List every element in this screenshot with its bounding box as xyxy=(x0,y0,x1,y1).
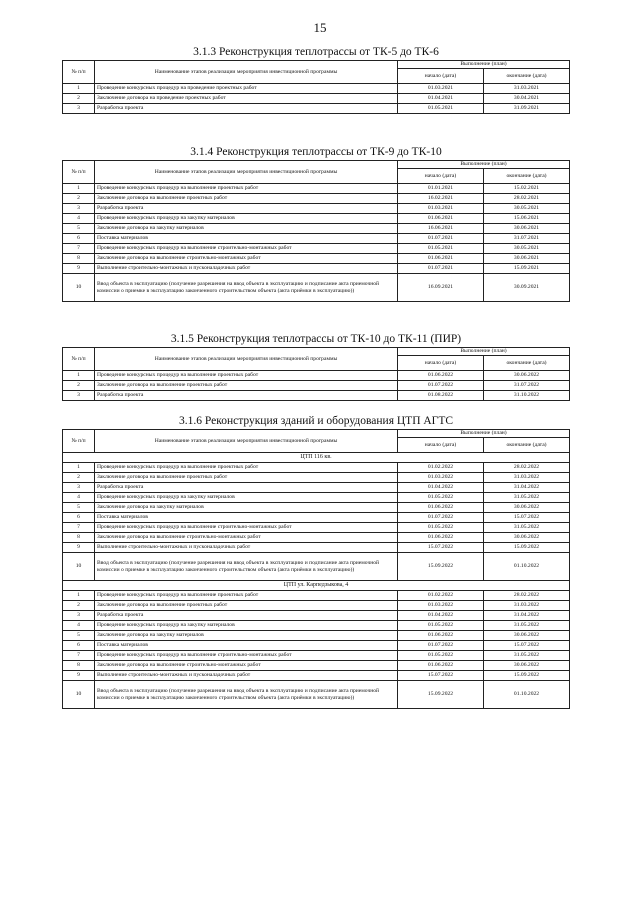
row-number: 6 xyxy=(63,513,95,523)
section-3-1-4 xyxy=(62,146,570,302)
page-number: 15 xyxy=(313,20,327,35)
header-end: окончание (дата) xyxy=(484,69,570,84)
section-title: 3.1.3 Реконструкция теплотрассы от ТК-5 до ТК-6 xyxy=(193,46,439,58)
start-date: 01.06.2022 xyxy=(398,661,484,671)
group-header-row xyxy=(63,453,570,463)
section-title: 3.1.4 Реконструкция теплотрассы от ТК-9 до ТК-10 xyxy=(190,146,442,158)
table-row xyxy=(63,94,570,104)
stage-name: Разработка проекта xyxy=(95,611,398,621)
stage-name: Заключение договора на выполнение проектных работ xyxy=(95,194,398,204)
end-date: 15.09.2022 xyxy=(484,543,570,553)
end-date: 31.07.2021 xyxy=(484,234,570,244)
end-date: 30.06.2022 xyxy=(484,503,570,513)
section-3-1-3 xyxy=(62,46,570,114)
end-date: 15.07.2022 xyxy=(484,513,570,523)
stage-name: Ввод объекта в эксплуатацию (получение разрешения на ввод объекта в эксплуатацию и подписание акта приемочной комиссии о приемке в эксплуатацию законченного строительством объекта (акта приёмки в эксплуатацию)) xyxy=(95,553,398,581)
row-number: 8 xyxy=(63,661,95,671)
row-number: 5 xyxy=(63,631,95,641)
start-date: 01.07.2022 xyxy=(398,381,484,391)
stage-name: Заключение договора на выполнение проектных работ xyxy=(95,473,398,483)
start-date: 01.06.2022 xyxy=(398,533,484,543)
end-date: 30.04.2021 xyxy=(484,94,570,104)
header-execution: Выполнение (план) xyxy=(398,430,570,438)
stage-name: Проведение конкурсных процедур на выполнение строительно-монтажных работ xyxy=(95,651,398,661)
start-date: 16.06.2021 xyxy=(398,224,484,234)
end-date: 01.10.2022 xyxy=(484,553,570,581)
table-row xyxy=(63,523,570,533)
stage-name: Проведение конкурсных процедур на проведение проектных работ xyxy=(95,84,398,94)
end-date: 30.06.2022 xyxy=(484,533,570,543)
stage-name: Выполнение строительно-монтажных и пусконаладочных работ xyxy=(95,264,398,274)
start-date: 01.04.2021 xyxy=(398,94,484,104)
stage-name: Проведение конкурсных процедур на закупку материалов xyxy=(95,493,398,503)
section-3-1-6 xyxy=(62,415,570,709)
header-start: начало (дата) xyxy=(398,438,484,453)
end-date: 31.09.2021 xyxy=(484,104,570,114)
end-date: 30.06.2022 xyxy=(484,661,570,671)
start-date: 01.03.2022 xyxy=(398,473,484,483)
row-number: 6 xyxy=(63,234,95,244)
end-date: 31.05.2022 xyxy=(484,523,570,533)
start-date: 15.09.2022 xyxy=(398,681,484,709)
header-end: окончание (дата) xyxy=(484,438,570,453)
header-num: № п/п xyxy=(63,348,95,371)
group-header-row xyxy=(63,581,570,591)
table-row xyxy=(63,234,570,244)
plan-table xyxy=(62,60,570,114)
table-row xyxy=(63,661,570,671)
table-body xyxy=(63,184,570,302)
stage-name: Проведение конкурсных процедур на выполнение проектных работ xyxy=(95,591,398,601)
end-date: 31.03.2022 xyxy=(484,601,570,611)
table-body xyxy=(63,371,570,401)
stage-name: Поставка материалов xyxy=(95,234,398,244)
table-row xyxy=(63,651,570,661)
start-date: 01.03.2022 xyxy=(398,601,484,611)
row-number: 10 xyxy=(63,553,95,581)
end-date: 31.05.2022 xyxy=(484,493,570,503)
row-number: 4 xyxy=(63,621,95,631)
start-date: 01.03.2021 xyxy=(398,204,484,214)
stage-name: Заключение договора на выполнение проектных работ xyxy=(95,381,398,391)
end-date: 31.03.2021 xyxy=(484,84,570,94)
end-date: 30.06.2021 xyxy=(484,254,570,264)
table-body xyxy=(63,84,570,114)
start-date: 01.02.2022 xyxy=(398,591,484,601)
start-date: 01.08.2022 xyxy=(398,391,484,401)
end-date: 30.06.2022 xyxy=(484,371,570,381)
table-row xyxy=(63,254,570,264)
end-date: 31.04.2022 xyxy=(484,611,570,621)
header-execution: Выполнение (план) xyxy=(398,348,570,356)
table-row xyxy=(63,543,570,553)
header-stage: Наименование этапов реализации мероприятия инвестиционной программы xyxy=(95,348,398,371)
row-number: 10 xyxy=(63,681,95,709)
start-date: 01.05.2022 xyxy=(398,651,484,661)
table-row xyxy=(63,621,570,631)
stage-name: Заключение договора на закупку материалов xyxy=(95,631,398,641)
stage-name: Заключение договора на выполнение строительно-монтажных работ xyxy=(95,254,398,264)
header-end: окончание (дата) xyxy=(484,169,570,184)
stage-name: Проведение конкурсных процедур на выполнение проектных работ xyxy=(95,463,398,473)
row-number: 3 xyxy=(63,611,95,621)
table-row xyxy=(63,463,570,473)
start-date: 16.09.2021 xyxy=(398,274,484,302)
start-date: 01.05.2022 xyxy=(398,621,484,631)
stage-name: Заключение договора на выполнение строительно-монтажных работ xyxy=(95,533,398,543)
table-row xyxy=(63,493,570,503)
stage-name: Проведение конкурсных процедур на закупку материалов xyxy=(95,214,398,224)
section-title: 3.1.5 Реконструкция теплотрассы от ТК-10 до ТК-11 (ПИР) xyxy=(170,333,462,345)
row-number: 8 xyxy=(63,254,95,264)
row-number: 3 xyxy=(63,391,95,401)
row-number: 9 xyxy=(63,543,95,553)
row-number: 2 xyxy=(63,94,95,104)
stage-name: Поставка материалов xyxy=(95,513,398,523)
row-number: 7 xyxy=(63,523,95,533)
header-start: начало (дата) xyxy=(398,356,484,371)
header-start: начало (дата) xyxy=(398,169,484,184)
end-date: 31.10.2022 xyxy=(484,391,570,401)
end-date: 15.02.2021 xyxy=(484,184,570,194)
end-date: 15.06.2021 xyxy=(484,214,570,224)
table-row xyxy=(63,371,570,381)
table-row xyxy=(63,513,570,523)
end-date: 28.02.2022 xyxy=(484,463,570,473)
end-date: 30.05.2021 xyxy=(484,204,570,214)
row-number: 8 xyxy=(63,533,95,543)
start-date: 01.03.2021 xyxy=(398,84,484,94)
row-number: 2 xyxy=(63,381,95,391)
start-date: 01.06.2021 xyxy=(398,214,484,224)
header-num: № п/п xyxy=(63,61,95,84)
end-date: 31.03.2022 xyxy=(484,473,570,483)
table-row xyxy=(63,264,570,274)
table-row xyxy=(63,184,570,194)
stage-name: Выполнение строительно-монтажных и пусконаладочных работ xyxy=(95,671,398,681)
table-row xyxy=(63,194,570,204)
row-number: 3 xyxy=(63,204,95,214)
header-stage: Наименование этапов реализации мероприятия инвестиционной программы xyxy=(95,161,398,184)
header-num: № п/п xyxy=(63,430,95,453)
table-row xyxy=(63,84,570,94)
table-row xyxy=(63,601,570,611)
row-number: 1 xyxy=(63,184,95,194)
group-label: ЦТП 116 кв. xyxy=(63,453,570,463)
plan-table xyxy=(62,429,570,709)
start-date: 16.02.2021 xyxy=(398,194,484,204)
stage-name: Разработка проекта xyxy=(95,391,398,401)
start-date: 01.04.2022 xyxy=(398,483,484,493)
table-row xyxy=(63,391,570,401)
start-date: 01.04.2022 xyxy=(398,611,484,621)
stage-name: Заключение договора на закупку материалов xyxy=(95,224,398,234)
table-row xyxy=(63,473,570,483)
table-row xyxy=(63,641,570,651)
section-3-1-5 xyxy=(62,333,570,401)
table-row xyxy=(63,681,570,709)
start-date: 01.05.2021 xyxy=(398,104,484,114)
row-number: 9 xyxy=(63,671,95,681)
header-start: начало (дата) xyxy=(398,69,484,84)
table-row xyxy=(63,533,570,543)
row-number: 9 xyxy=(63,264,95,274)
header-end: окончание (дата) xyxy=(484,356,570,371)
start-date: 01.06.2022 xyxy=(398,631,484,641)
row-number: 1 xyxy=(63,463,95,473)
end-date: 30.06.2022 xyxy=(484,631,570,641)
table-row xyxy=(63,591,570,601)
table-row xyxy=(63,553,570,581)
row-number: 1 xyxy=(63,84,95,94)
header-stage: Наименование этапов реализации мероприятия инвестиционной программы xyxy=(95,61,398,84)
start-date: 01.06.2022 xyxy=(398,371,484,381)
table-row xyxy=(63,483,570,493)
row-number: 7 xyxy=(63,244,95,254)
table-row xyxy=(63,214,570,224)
row-number: 1 xyxy=(63,591,95,601)
header-execution: Выполнение (план) xyxy=(398,61,570,69)
end-date: 30.09.2021 xyxy=(484,274,570,302)
row-number: 3 xyxy=(63,483,95,493)
start-date: 01.05.2021 xyxy=(398,244,484,254)
stage-name: Заключение договора на закупку материалов xyxy=(95,503,398,513)
end-date: 31.07.2022 xyxy=(484,381,570,391)
row-number: 4 xyxy=(63,214,95,224)
plan-table xyxy=(62,347,570,401)
start-date: 15.07.2022 xyxy=(398,543,484,553)
table-row xyxy=(63,631,570,641)
end-date: 30.06.2021 xyxy=(484,224,570,234)
row-number: 2 xyxy=(63,473,95,483)
table-row xyxy=(63,224,570,234)
stage-name: Проведение конкурсных процедур на выполнение проектных работ xyxy=(95,371,398,381)
start-date: 01.07.2021 xyxy=(398,234,484,244)
table-row xyxy=(63,611,570,621)
header-execution: Выполнение (план) xyxy=(398,161,570,169)
stage-name: Ввод объекта в эксплуатацию (получение разрешения на ввод объекта в эксплуатацию и подписание акта приемочной комиссии о приемке в эксплуатацию законченного строительством объекта (акта приёмки в эксплуатацию)) xyxy=(95,681,398,709)
end-date: 15.07.2022 xyxy=(484,641,570,651)
row-number: 5 xyxy=(63,503,95,513)
stage-name: Выполнение строительно-монтажных и пусконаладочных работ xyxy=(95,543,398,553)
stage-name: Проведение конкурсных процедур на выполнение проектных работ xyxy=(95,184,398,194)
row-number: 5 xyxy=(63,224,95,234)
end-date: 31.05.2022 xyxy=(484,621,570,631)
start-date: 01.02.2022 xyxy=(398,463,484,473)
stage-name: Проведение конкурсных процедур на закупку материалов xyxy=(95,621,398,631)
end-date: 28.02.2021 xyxy=(484,194,570,204)
end-date: 31.05.2022 xyxy=(484,651,570,661)
table-row xyxy=(63,274,570,302)
row-number: 4 xyxy=(63,493,95,503)
start-date: 01.07.2021 xyxy=(398,264,484,274)
row-number: 10 xyxy=(63,274,95,302)
stage-name: Заключение договора на выполнение проектных работ xyxy=(95,601,398,611)
table-row xyxy=(63,244,570,254)
start-date: 01.07.2022 xyxy=(398,513,484,523)
start-date: 01.05.2022 xyxy=(398,523,484,533)
stage-name: Проведение конкурсных процедур на выполнение строительно-монтажных работ xyxy=(95,244,398,254)
group-label: ЦТП ул. Карпедзыкова, 4 xyxy=(63,581,570,591)
end-date: 01.10.2022 xyxy=(484,681,570,709)
table-body xyxy=(63,453,570,709)
header-num: № п/п xyxy=(63,161,95,184)
stage-name: Заключение договора на выполнение строительно-монтажных работ xyxy=(95,661,398,671)
end-date: 15.09.2021 xyxy=(484,264,570,274)
stage-name: Поставка материалов xyxy=(95,641,398,651)
row-number: 1 xyxy=(63,371,95,381)
table-row xyxy=(63,381,570,391)
plan-table xyxy=(62,160,570,302)
start-date: 15.07.2022 xyxy=(398,671,484,681)
section-title: 3.1.6 Реконструкция зданий и оборудования ЦТП АГТС xyxy=(178,415,454,427)
start-date: 01.06.2022 xyxy=(398,503,484,513)
stage-name: Разработка проекта xyxy=(95,483,398,493)
start-date: 01.01.2021 xyxy=(398,184,484,194)
end-date: 30.05.2021 xyxy=(484,244,570,254)
table-row xyxy=(63,104,570,114)
end-date: 28.02.2022 xyxy=(484,591,570,601)
table-row xyxy=(63,503,570,513)
start-date: 01.05.2022 xyxy=(398,493,484,503)
row-number: 2 xyxy=(63,194,95,204)
row-number: 3 xyxy=(63,104,95,114)
stage-name: Проведение конкурсных процедур на выполнение строительно-монтажных работ xyxy=(95,523,398,533)
header-stage: Наименование этапов реализации мероприятия инвестиционной программы xyxy=(95,430,398,453)
row-number: 7 xyxy=(63,651,95,661)
stage-name: Разработка проекта xyxy=(95,104,398,114)
start-date: 01.07.2022 xyxy=(398,641,484,651)
table-row xyxy=(63,204,570,214)
row-number: 6 xyxy=(63,641,95,651)
row-number: 2 xyxy=(63,601,95,611)
start-date: 15.09.2022 xyxy=(398,553,484,581)
end-date: 15.09.2022 xyxy=(484,671,570,681)
end-date: 31.04.2022 xyxy=(484,483,570,493)
stage-name: Заключение договора на проведение проектных работ xyxy=(95,94,398,104)
start-date: 01.06.2021 xyxy=(398,254,484,264)
table-row xyxy=(63,671,570,681)
stage-name: Ввод объекта в эксплуатацию (получение разрешения на ввод объекта в эксплуатацию и подписание акта приемочной комиссии о приемке в эксплуатацию законченного строительством объекта (акта приёмки в эксплуатацию)) xyxy=(95,274,398,302)
stage-name: Разработка проекта xyxy=(95,204,398,214)
